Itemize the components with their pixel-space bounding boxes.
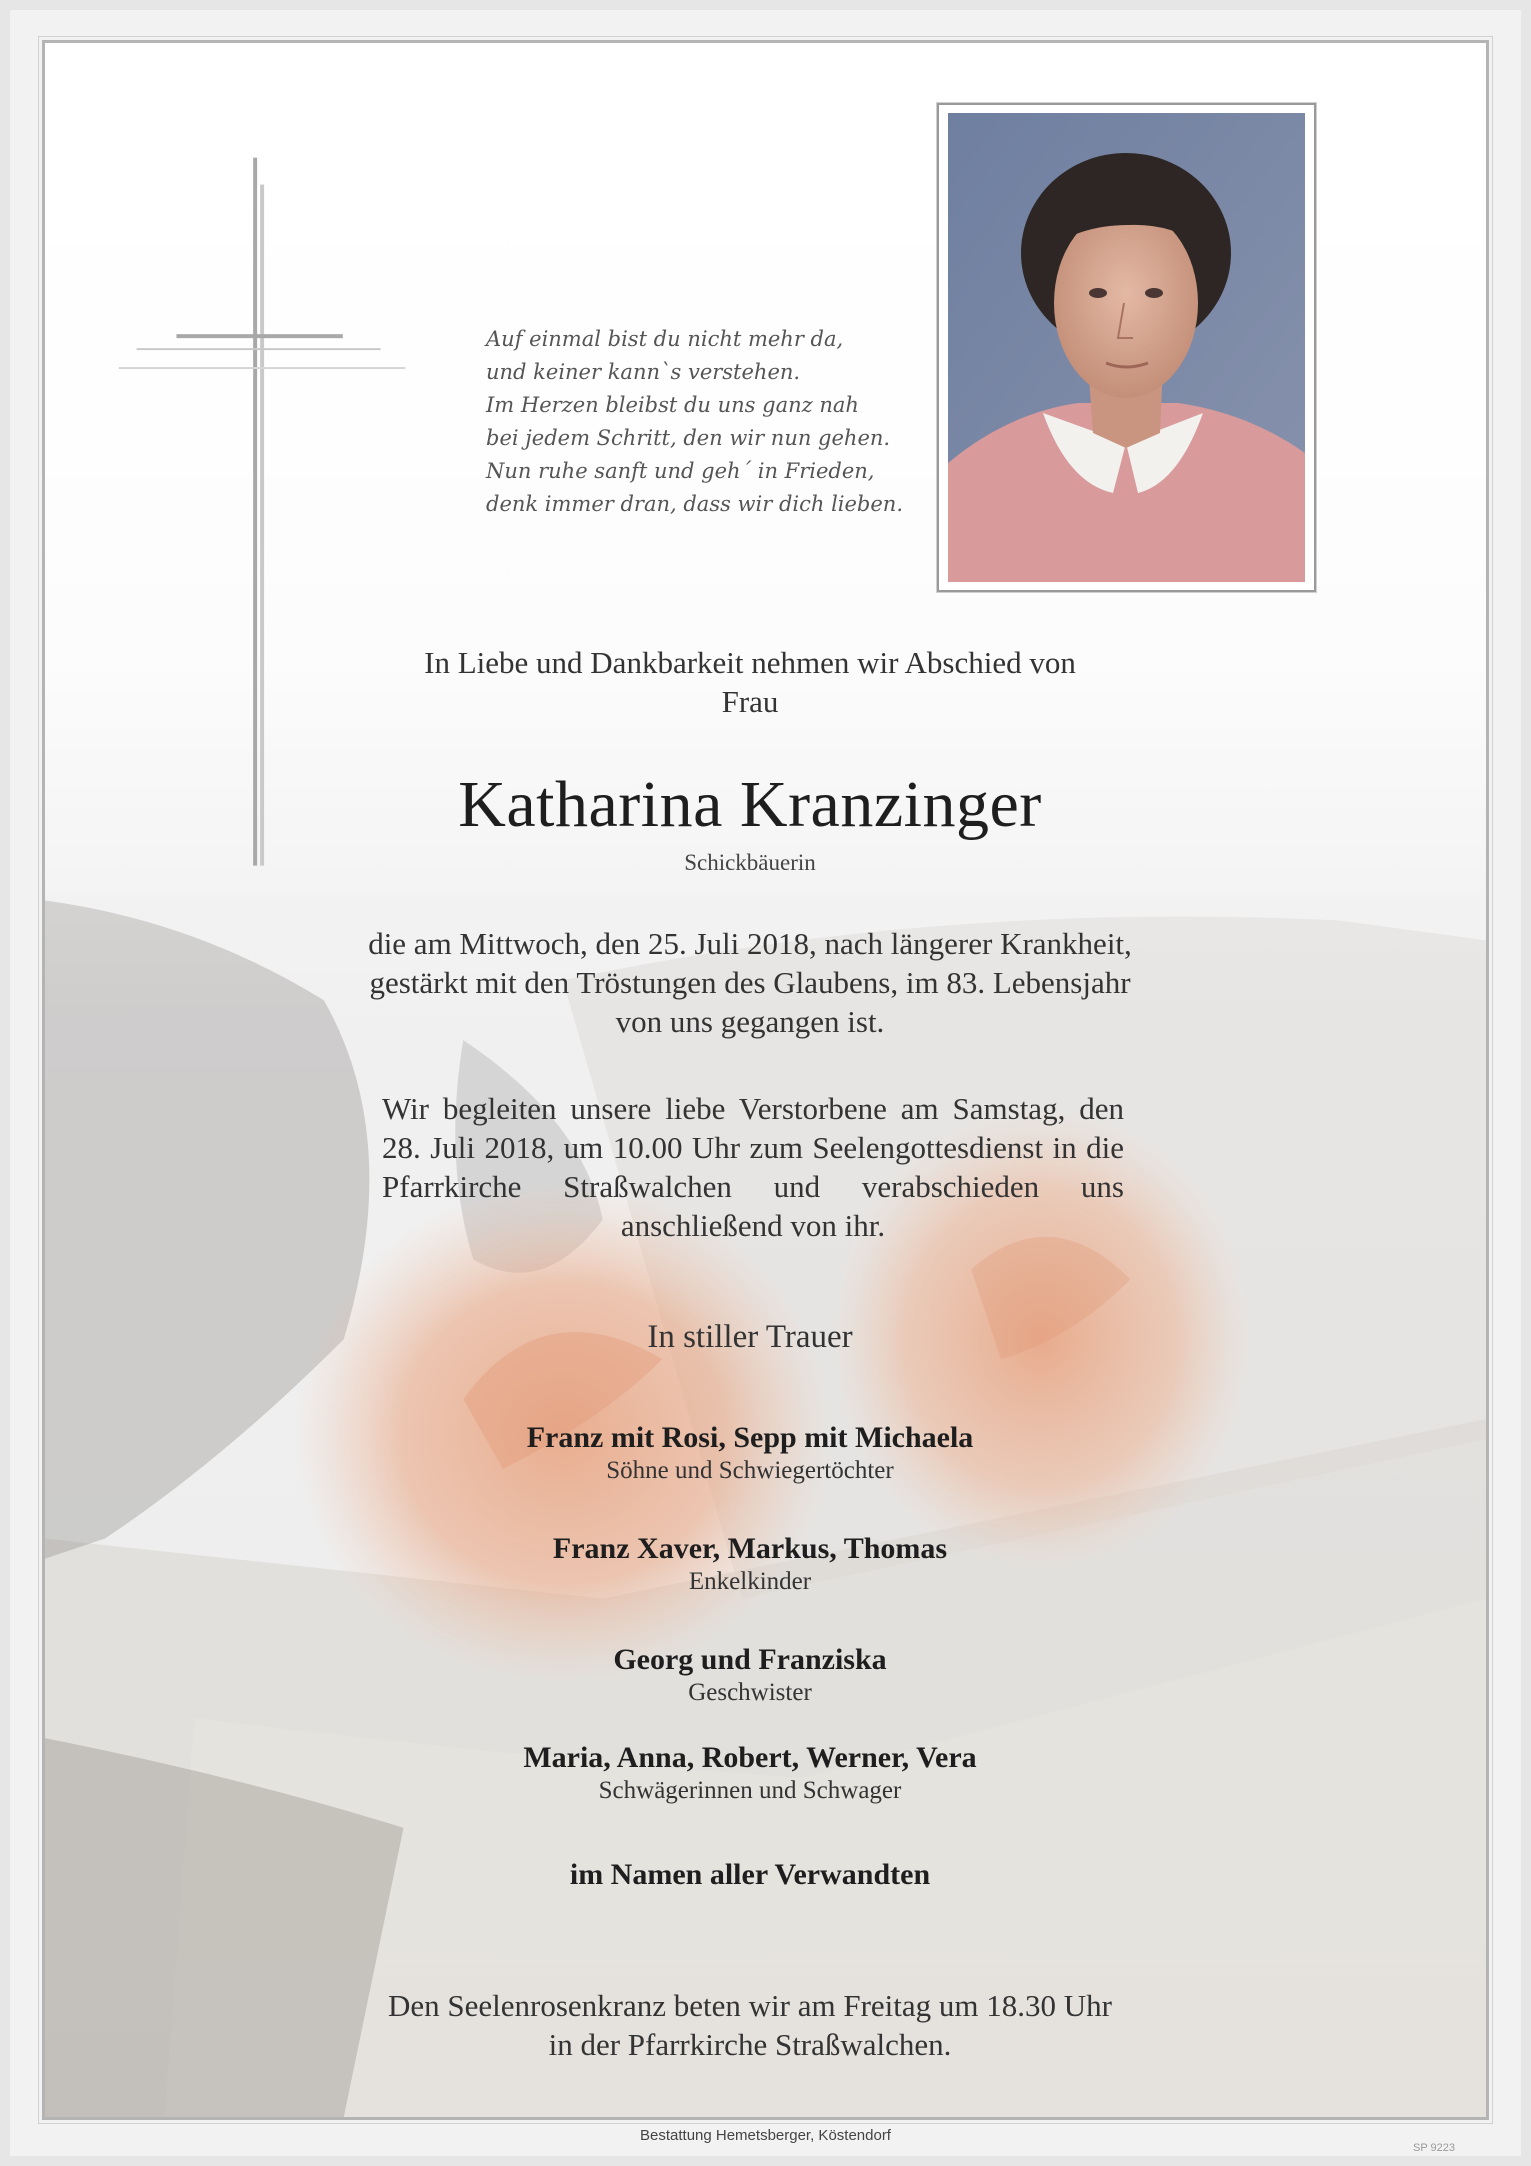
portrait-frame — [937, 103, 1316, 592]
death-notice-line: von uns gegangen ist. — [615, 1004, 885, 1039]
family-relation: Geschwister — [688, 1679, 812, 1706]
family-relation: Söhne und Schwiegertöchter — [606, 1457, 894, 1484]
family-names: Franz mit Rosi, Sepp mit Michaela — [526, 1421, 974, 1454]
poem — [486, 323, 926, 521]
rosary-line: Den Seelenrosenkranz beten wir am Freitag um 18.30 Uhr — [388, 1988, 1112, 2023]
poem-line: bei jedem Schritt, den wir nun gehen. — [486, 426, 891, 450]
poem-line: und keiner kann`s verstehen. — [486, 360, 801, 384]
poem-line: Nun ruhe sanft und geh´ in Frieden, — [486, 459, 875, 483]
deceased-subtitle: Schickbäuerin — [684, 850, 816, 875]
family-group — [340, 1740, 1160, 1806]
poem-line: denk immer dran, dass wir dich lieben. — [486, 492, 904, 516]
funeral-details: Wir begleiten unsere liebe Verstorbene am Samstag, den 28. Juli 2018, um 10.00 Uhr zum Seelengottesdienst in die Pfarrkirche Straßwalchen und verabschieden uns anschließend von ihr. — [382, 1091, 1124, 1243]
mourning-label: In stiller Trauer — [647, 1319, 853, 1355]
closing-line: im Namen aller Verwandten — [569, 1858, 931, 1891]
death-notice — [340, 924, 1160, 1041]
funeral-home-credit: Bestattung Hemetsberger, Köstendorf — [640, 2127, 891, 2144]
family-names: Georg und Franziska — [613, 1643, 887, 1676]
poem-line: Im Herzen bleibst du uns ganz nah — [486, 393, 859, 417]
rosary-notice — [340, 1986, 1160, 2064]
intro-line-1: In Liebe und Dankbarkeit nehmen wir Abschied von — [424, 645, 1076, 680]
death-notice-line: gestärkt mit den Tröstungen des Glaubens, im 83. Lebensjahr — [369, 965, 1131, 1000]
rosary-line: in der Pfarrkirche Straßwalchen. — [548, 2027, 952, 2062]
family-names: Maria, Anna, Robert, Werner, Vera — [523, 1741, 977, 1774]
intro-line-2: Frau — [721, 684, 779, 719]
family-relation: Schwägerinnen und Schwager — [598, 1777, 902, 1804]
farewell-intro — [340, 643, 1160, 721]
family-names: Franz Xaver, Markus, Thomas — [552, 1532, 948, 1565]
template-code: SP 9223 — [1413, 2142, 1456, 2154]
family-relation: Enkelkinder — [688, 1568, 812, 1595]
portrait-photo — [948, 113, 1305, 582]
poem-line: Auf einmal bist du nicht mehr da, — [486, 327, 844, 351]
family-group — [340, 1531, 1160, 1597]
family-group — [340, 1642, 1160, 1708]
family-group — [340, 1420, 1160, 1486]
deceased-name: Katharina Kranzinger — [458, 768, 1042, 841]
death-notice-line: die am Mittwoch, den 25. Juli 2018, nach längerer Krankheit, — [368, 926, 1132, 961]
